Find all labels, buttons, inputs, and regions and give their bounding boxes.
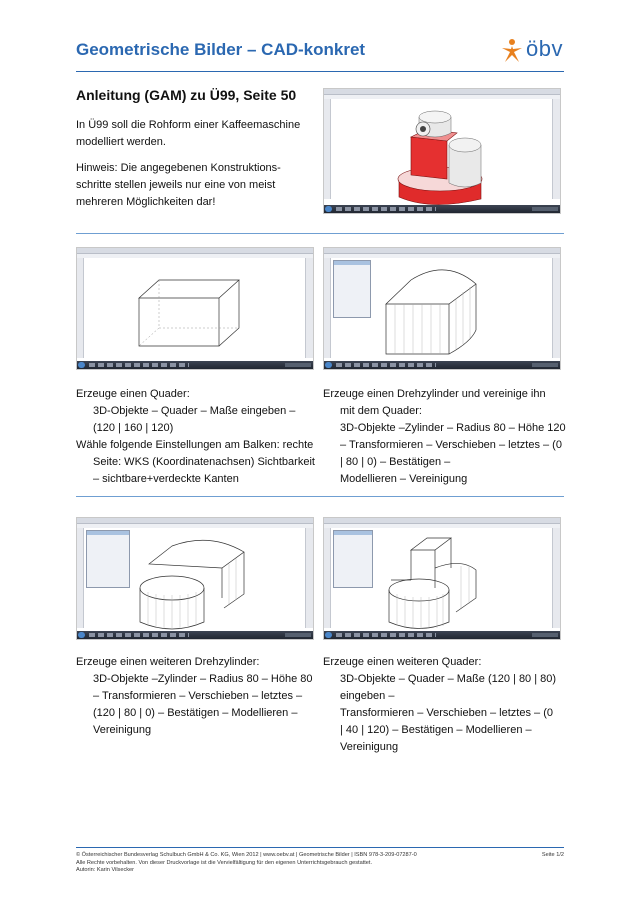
page-number: Seite 1/2 bbox=[541, 852, 564, 858]
box-drawing bbox=[84, 258, 307, 363]
cad-screenshot-step2 bbox=[323, 247, 561, 370]
step-caption-2 bbox=[323, 386, 566, 488]
caption-line: Erzeuge einen Drehzylinder und vereinige ihn bbox=[323, 388, 546, 400]
caption-line: Vereinigung bbox=[340, 741, 399, 753]
oebv-logo bbox=[500, 38, 566, 64]
hint-line: mehreren Möglichkeiten dar! bbox=[76, 196, 216, 208]
caption-line: – sichtbare+verdeckte Kanten bbox=[93, 473, 239, 485]
caption-line: mit dem Quader: bbox=[340, 405, 422, 417]
logo-text: öbv bbox=[526, 36, 563, 61]
section-heading: Anleitung (GAM) zu Ü99, Seite 50 bbox=[76, 87, 297, 103]
step-caption-1 bbox=[76, 386, 315, 488]
caption-line: Vereinigung bbox=[93, 724, 152, 736]
step-caption-3 bbox=[76, 654, 313, 739]
section-divider bbox=[76, 233, 564, 234]
caption-line: Erzeuge einen weiteren Drehzylinder: bbox=[76, 656, 260, 668]
caption-line: – Transformieren – Verschieben – letztes – (0 bbox=[340, 439, 562, 451]
caption-line: eingeben – bbox=[340, 690, 395, 702]
caption-line: – Transformieren – Verschieben – letztes – bbox=[93, 690, 303, 702]
step-caption-4 bbox=[323, 654, 556, 756]
caption-line: Erzeuge einen weiteren Quader: bbox=[323, 656, 482, 668]
hint-line: Hinweis: Die angegebenen Konstruktions- bbox=[76, 162, 281, 174]
footer-rule bbox=[76, 847, 564, 848]
page-title: Geometrische Bilder – CAD-konkret bbox=[76, 40, 366, 59]
hint-line: schritte stellen jeweils nur eine von meist bbox=[76, 179, 276, 191]
caption-line: (120 | 160 | 120) bbox=[93, 422, 174, 434]
caption-line: Transformieren – Verschieben – letztes – (0 bbox=[340, 707, 553, 719]
section-divider bbox=[76, 496, 564, 497]
caption-line: 3D-Objekte –Zylinder – Radius 80 – Höhe 80 bbox=[93, 673, 313, 685]
intro-line: modelliert werden. bbox=[76, 136, 166, 148]
hint-text bbox=[76, 160, 308, 211]
caption-line: | 40 | 120) – Bestätigen – Modellieren – bbox=[340, 724, 532, 736]
cad-screenshot-final bbox=[323, 88, 561, 214]
coffee-machine-model bbox=[331, 99, 554, 207]
caption-line: 3D-Objekte – Quader – Maße (120 | 80 | 80) bbox=[340, 673, 557, 685]
cad-screenshot-step4 bbox=[323, 517, 561, 640]
header-rule bbox=[76, 71, 564, 72]
star-figure-icon bbox=[500, 38, 524, 64]
cad-screenshot-step1 bbox=[76, 247, 314, 370]
dimension-dialog[interactable] bbox=[333, 260, 371, 318]
caption-line: 3D-Objekte – Quader – Maße eingeben – bbox=[93, 405, 296, 417]
caption-line: Seite: WKS (Koordinatenachsen) Sichtbarkeit bbox=[93, 456, 315, 468]
caption-line: (120 | 80 | 0) – Bestätigen – Modellieren – bbox=[93, 707, 298, 719]
caption-line: 3D-Objekte –Zylinder – Radius 80 – Höhe 120 bbox=[340, 422, 566, 434]
footer bbox=[76, 852, 564, 875]
cad-screenshot-step3 bbox=[76, 517, 314, 640]
footer-copyright: © Österreichischer Bundesverlag Schulbuch GmbH & Co. KG, Wien 2012 | www.oebv.at | Geometrische Bilder | ISBN 978-3-209-07287-0 bbox=[76, 852, 417, 858]
dimension-dialog[interactable] bbox=[333, 530, 373, 588]
intro-text bbox=[76, 117, 308, 151]
intro-line: In Ü99 soll die Rohform einer Kaffeemaschine bbox=[76, 119, 301, 131]
caption-line: | 80 | 0) – Bestätigen – bbox=[340, 456, 451, 468]
caption-line: Erzeuge einen Quader: bbox=[76, 388, 190, 400]
footer-rights: Alle Rechte vorbehalten. Von dieser Druckvorlage ist die Vervielfältigung für den eigenen Unterrichtsgebrauch gestattet. bbox=[76, 859, 373, 866]
caption-line: Wähle folgende Einstellungen am Balken: rechte bbox=[76, 439, 314, 451]
dimension-dialog[interactable] bbox=[86, 530, 130, 588]
caption-line: Modellieren – Vereinigung bbox=[340, 473, 468, 485]
footer-author: Autorin: Karin Vilsecker bbox=[76, 867, 135, 874]
